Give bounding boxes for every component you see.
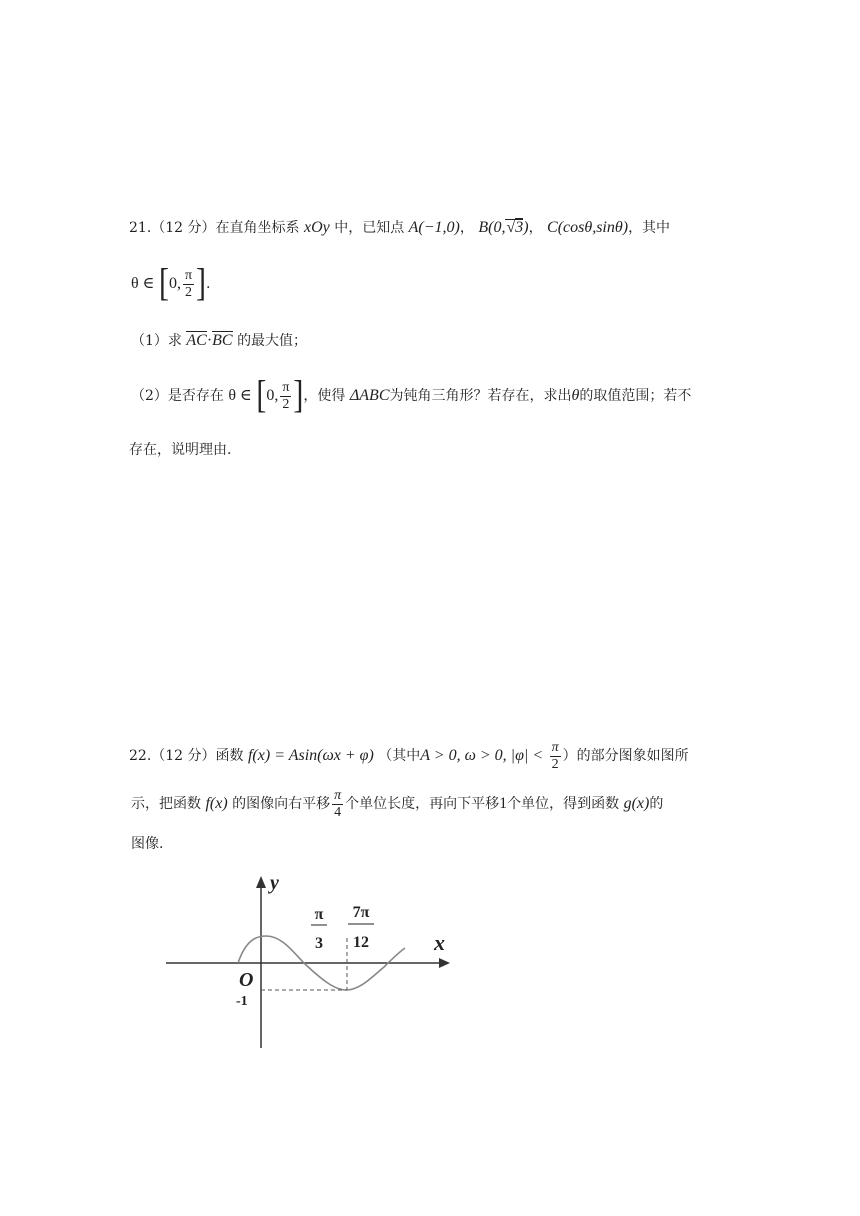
separator: ，: [459, 220, 474, 236]
coord-system: xOy: [303, 219, 330, 236]
frac-num: π: [282, 379, 290, 395]
fraction-pi-2: [550, 740, 561, 773]
frac-num: π: [184, 267, 193, 283]
function-f: f(x) = Asin(ωx + φ): [247, 747, 374, 764]
q21-part2-cont: 存在，说明理由.: [129, 442, 232, 458]
x-axis-label: x: [434, 930, 445, 955]
shift-amount: 1: [499, 795, 508, 812]
radicand: 3: [515, 219, 524, 236]
q22-line2: [131, 784, 663, 824]
q22-score: （12 分）: [151, 748, 216, 764]
q21-line1: [129, 218, 670, 238]
part2-text: 为钝角三角形？若存在，求出: [389, 388, 572, 404]
q22-text: ）的部分图象如图所: [562, 748, 689, 764]
frac-den: 2: [282, 396, 290, 412]
function-g: g(x): [623, 795, 650, 812]
triangle-abc: ΔABC: [349, 387, 390, 404]
interval-start: 0,: [168, 275, 181, 292]
q21-line2: [131, 261, 211, 305]
frac-den: 2: [551, 756, 559, 772]
function-f: f(x): [205, 795, 228, 812]
bracket-right: ]: [293, 373, 304, 417]
part2-text: 的取值范围；若不: [579, 388, 692, 404]
minus-one-label: -1: [236, 994, 248, 1009]
q21-part1: [131, 331, 307, 351]
tick-7pi-12-den: 12: [353, 934, 369, 951]
point-b-pre: B(0,: [478, 219, 506, 236]
theta-in: θ ∈: [131, 275, 155, 292]
part2-text: ，使得: [303, 388, 346, 404]
point-b-post: ): [523, 219, 529, 236]
q22-text: 函数: [215, 748, 244, 764]
x-axis-arrow: [439, 958, 450, 968]
separator: ，: [528, 220, 543, 236]
period: .: [206, 276, 211, 292]
y-axis-label: y: [270, 872, 279, 894]
q21-part2: [131, 373, 692, 417]
q21-score: （12 分）: [151, 220, 216, 236]
fraction-pi-2: [183, 268, 194, 301]
q22-text: （其中: [378, 748, 421, 764]
tick-pi-3-num: π: [314, 906, 324, 923]
q21-text: 中，已知点: [334, 220, 405, 236]
y-axis-arrow: [256, 876, 266, 888]
frac-den: 4: [334, 804, 342, 820]
sine-graph: [160, 868, 460, 1053]
bracket-right: ]: [196, 261, 207, 305]
theta-in: θ ∈: [228, 387, 252, 404]
tick-pi-3-den: 3: [315, 935, 323, 952]
dot-operator: ·: [206, 332, 213, 349]
frac-num: π: [551, 739, 559, 755]
bracket-left: [: [256, 373, 267, 417]
fraction-pi-2: [280, 380, 291, 413]
frac-den: 2: [185, 284, 192, 300]
q21-text: 在直角坐标系: [215, 220, 300, 236]
conditions: A > 0, ω > 0, |φ| <: [420, 747, 544, 764]
theta: θ: [571, 387, 580, 404]
q22-line1: [129, 736, 689, 776]
part1-label: （1）求: [131, 333, 182, 349]
point-b: [478, 219, 528, 236]
point-c: C(cosθ,sinθ): [547, 219, 629, 236]
q22-line3: 图像.: [131, 836, 164, 852]
q22-text: 个单位长度，再向下平移: [345, 796, 500, 812]
part2-label: （2）是否存在: [131, 388, 224, 404]
q21-text: ，其中: [628, 220, 671, 236]
q22-text: 的图像向右平移: [232, 796, 331, 812]
point-a: A(−1,0): [408, 219, 460, 236]
q22-text: 示，把函数: [131, 796, 201, 812]
part1-text: 的最大值；: [237, 333, 308, 349]
bracket-left: [: [158, 261, 169, 305]
fraction-pi-4: [332, 788, 343, 821]
origin-label: O: [239, 969, 254, 991]
vector-bc: BC: [212, 332, 233, 349]
q22-text: 个单位，得到函数: [507, 796, 620, 812]
q21-number: 21.: [129, 220, 152, 236]
tick-7pi-12-num: 7π: [352, 904, 370, 921]
sqrt-symbol: √3: [506, 219, 524, 236]
q22-text: 的: [649, 796, 664, 812]
vector-ac: AC: [186, 332, 207, 349]
interval-start: 0,: [266, 387, 279, 404]
frac-num: π: [334, 787, 342, 803]
q22-number: 22.: [129, 748, 152, 764]
